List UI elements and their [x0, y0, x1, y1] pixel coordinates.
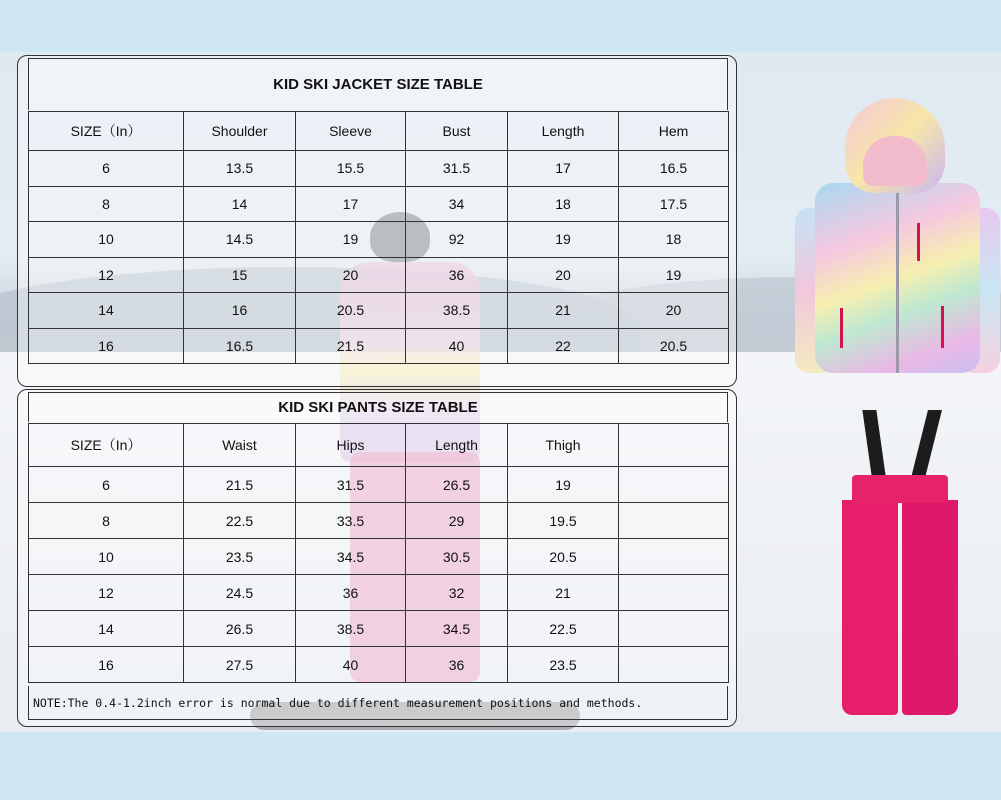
table-cell: 26.5 — [184, 611, 296, 647]
column-header: Waist — [184, 424, 296, 467]
table-cell: 29 — [406, 503, 508, 539]
table-row — [29, 467, 729, 503]
table-cell: 20 — [508, 257, 619, 293]
table-cell: 8 — [29, 186, 184, 222]
table-cell: 21 — [508, 293, 619, 329]
pants-right-leg — [902, 500, 958, 715]
table-cell: 40 — [296, 647, 406, 683]
table-cell: 19 — [508, 222, 619, 258]
column-header: Hem — [619, 112, 729, 151]
jacket-hood-lining — [863, 136, 927, 186]
pants-left-leg — [842, 500, 898, 715]
jacket-left-pocket-zip — [840, 308, 843, 348]
table-cell: 14 — [184, 186, 296, 222]
table-cell: 18 — [619, 222, 729, 258]
column-header: Hips — [296, 424, 406, 467]
jacket-size-table-panel — [17, 55, 737, 387]
table-cell: 22.5 — [508, 611, 619, 647]
table-row — [29, 186, 729, 222]
table-cell: 16 — [184, 293, 296, 329]
table-row — [29, 647, 729, 683]
column-header: Shoulder — [184, 112, 296, 151]
table-cell: 24.5 — [184, 575, 296, 611]
table-cell: 19 — [619, 257, 729, 293]
table-row — [29, 503, 729, 539]
column-header: Thigh — [508, 424, 619, 467]
table-header-row — [29, 424, 729, 467]
jacket-right-pocket-zip — [941, 306, 944, 348]
pants-size-table — [28, 423, 729, 683]
ski-pants-product-image — [840, 410, 960, 715]
jacket-size-table — [28, 111, 729, 364]
table-cell: 16 — [29, 328, 184, 364]
column-header: Bust — [406, 112, 508, 151]
pants-size-table-panel — [17, 389, 737, 727]
table-cell: 38.5 — [406, 293, 508, 329]
table-cell: 38.5 — [296, 611, 406, 647]
table-cell — [619, 647, 729, 683]
table-cell: 15.5 — [296, 151, 406, 187]
table-cell — [619, 575, 729, 611]
table-cell — [619, 611, 729, 647]
table-cell: 36 — [406, 257, 508, 293]
table-cell: 21.5 — [184, 467, 296, 503]
table-cell: 20 — [296, 257, 406, 293]
table-row — [29, 539, 729, 575]
table-cell: 21.5 — [296, 328, 406, 364]
table-cell: 18 — [508, 186, 619, 222]
table-cell: 20.5 — [296, 293, 406, 329]
column-header: SIZE（In） — [29, 112, 184, 151]
column-header: Length — [406, 424, 508, 467]
table-cell: 10 — [29, 539, 184, 575]
table-cell: 14.5 — [184, 222, 296, 258]
jacket-zipper — [896, 193, 899, 373]
table-cell — [619, 467, 729, 503]
table-cell: 30.5 — [406, 539, 508, 575]
table-cell: 14 — [29, 293, 184, 329]
table-cell: 20.5 — [508, 539, 619, 575]
table-cell: 16.5 — [184, 328, 296, 364]
table-cell: 92 — [406, 222, 508, 258]
table-cell: 31.5 — [406, 151, 508, 187]
table-cell: 12 — [29, 257, 184, 293]
table-cell: 15 — [184, 257, 296, 293]
table-cell — [619, 539, 729, 575]
table-row — [29, 257, 729, 293]
table-cell: 19.5 — [508, 503, 619, 539]
table-cell: 12 — [29, 575, 184, 611]
table-cell: 19 — [508, 467, 619, 503]
table-cell: 26.5 — [406, 467, 508, 503]
table-row — [29, 293, 729, 329]
table-row — [29, 151, 729, 187]
table-cell: 33.5 — [296, 503, 406, 539]
table-cell: 34.5 — [406, 611, 508, 647]
ski-jacket-product-image — [795, 98, 1000, 383]
pants-waistband — [852, 475, 948, 503]
table-cell: 22.5 — [184, 503, 296, 539]
table-cell: 21 — [508, 575, 619, 611]
table-cell: 16 — [29, 647, 184, 683]
jacket-chest-pocket-zip — [917, 223, 920, 261]
table-cell: 32 — [406, 575, 508, 611]
table-cell: 31.5 — [296, 467, 406, 503]
column-header: Length — [508, 112, 619, 151]
pants-table-title: KID SKI PANTS SIZE TABLE — [28, 392, 728, 422]
table-cell: 17.5 — [619, 186, 729, 222]
column-header — [619, 424, 729, 467]
table-row — [29, 575, 729, 611]
table-cell: 14 — [29, 611, 184, 647]
table-row — [29, 328, 729, 364]
measurement-note: NOTE:The 0.4-1.2inch error is normal due to different measurement positions and methods. — [28, 686, 728, 720]
table-cell: 16.5 — [619, 151, 729, 187]
table-cell: 34 — [406, 186, 508, 222]
table-cell: 40 — [406, 328, 508, 364]
table-cell — [619, 503, 729, 539]
table-cell: 6 — [29, 151, 184, 187]
table-row — [29, 611, 729, 647]
table-cell: 6 — [29, 467, 184, 503]
table-cell: 17 — [508, 151, 619, 187]
table-cell: 34.5 — [296, 539, 406, 575]
table-cell: 19 — [296, 222, 406, 258]
table-cell: 20.5 — [619, 328, 729, 364]
jacket-table-title: KID SKI JACKET SIZE TABLE — [28, 58, 728, 110]
table-cell: 17 — [296, 186, 406, 222]
table-cell: 20 — [619, 293, 729, 329]
table-cell: 8 — [29, 503, 184, 539]
table-cell: 23.5 — [184, 539, 296, 575]
table-cell: 23.5 — [508, 647, 619, 683]
column-header: Sleeve — [296, 112, 406, 151]
table-cell: 27.5 — [184, 647, 296, 683]
table-header-row — [29, 112, 729, 151]
table-row — [29, 222, 729, 258]
table-cell: 10 — [29, 222, 184, 258]
table-cell: 36 — [296, 575, 406, 611]
table-cell: 22 — [508, 328, 619, 364]
column-header: SIZE（In） — [29, 424, 184, 467]
table-cell: 13.5 — [184, 151, 296, 187]
table-cell: 36 — [406, 647, 508, 683]
